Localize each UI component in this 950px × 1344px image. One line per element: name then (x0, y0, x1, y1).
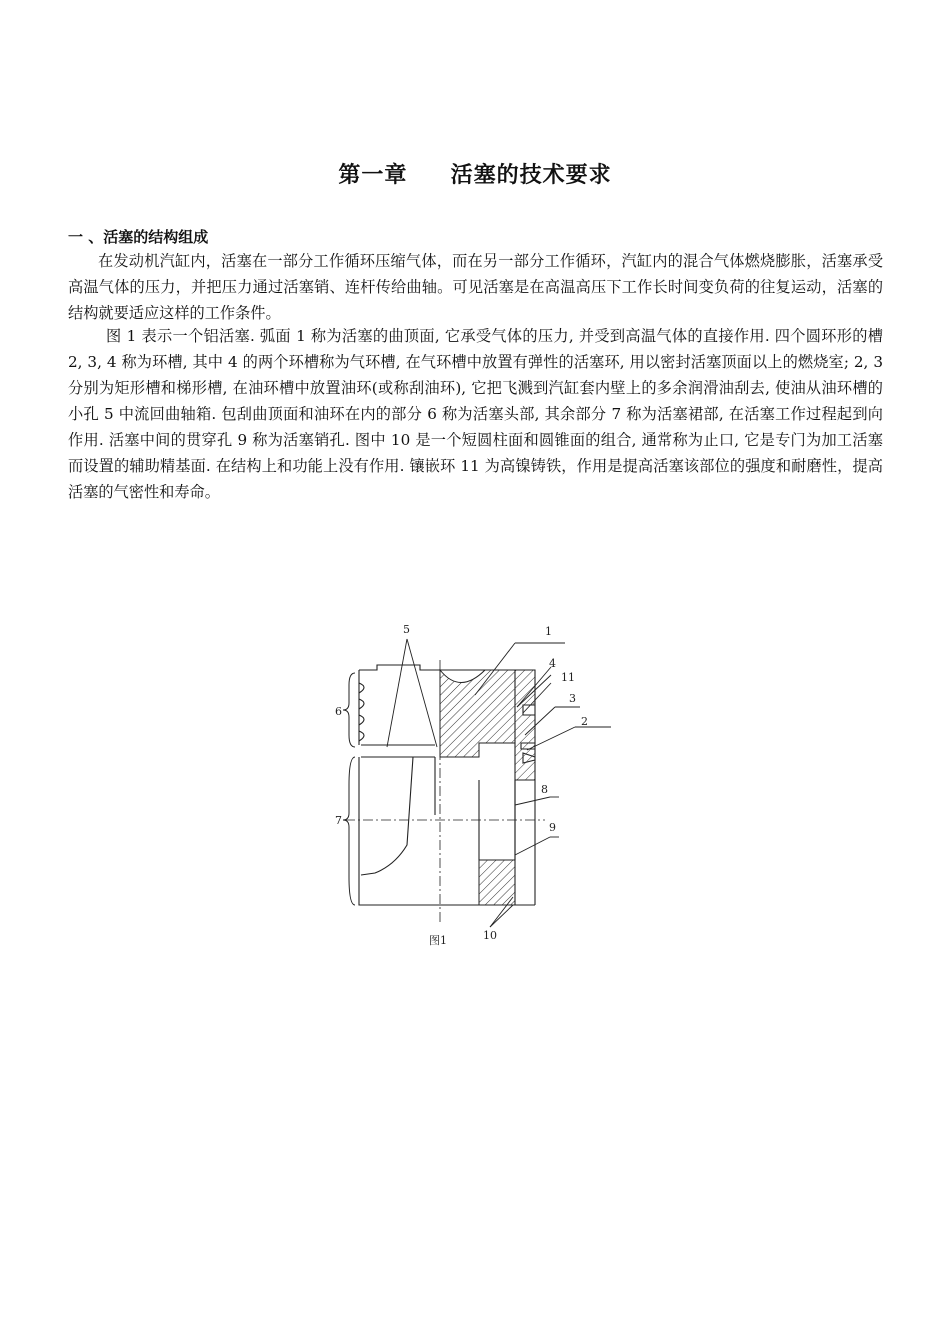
paragraph-intro: 在发动机汽缸内，活塞在一部分工作循环压缩气体，而在另一部分工作循环，汽缸内的混合气体燃烧膨胀，活塞承受高温气体的压力，并把压力通过活塞销、连杆传给曲轴。可见活塞是在高温高压下工作长时间变负荷的往复运动，活塞的结构就要适应这样的工作条件。 (68, 252, 883, 322)
piston-drawing (325, 615, 625, 955)
label-2: 2 (581, 715, 588, 728)
figure-caption: 图1 (429, 934, 447, 947)
label-9: 9 (549, 821, 556, 834)
label-3: 3 (569, 692, 576, 705)
piston-figure (325, 615, 625, 955)
section-heading: 一 、活塞的结构组成 (68, 228, 209, 246)
hatched-skirt-base (479, 860, 515, 905)
chapter-title: 第一章 活塞的技术要求 (338, 163, 612, 188)
label-5: 5 (403, 623, 410, 636)
label-8: 8 (541, 783, 548, 796)
paragraph-figure-description: 图 1 表示一个铝活塞. 弧面 1 称为活塞的曲顶面, 它承受气体的压力, 并受到高温气体的直接作用. 四个圆环形的槽 2, 3, 4 称为环槽, 其中 4 的两个环槽称为气环槽, 在气环槽中放置有弹性的活塞环, 用以密封活塞顶面以上的燃烧室; 2, 3 分别为矩形槽和梯形槽, 在油环槽中放置油环(或称刮油环), 它把飞溅到汽缸套内壁上的多余润滑油刮去, 使油从油环槽的小孔 5 中流回曲轴箱. 包刮曲顶面和油环在内的部分 6 称为活塞头部, 其余部分 7 称为活塞裙部, 在活塞工作过程起到向作用. 活塞中间的贯穿孔 9 称为活塞销孔. 图中 10 是一个短圆柱面和圆锥面的组合, 通常称为止口, 它是专门为加工活塞而设置的辅助精基面. 在结构上和功能上没有作用. 镶嵌环 11 为高镍铸铁，作用是提高活塞该部位的强度和耐磨性，提高活塞的气密性和寿命。 (68, 327, 883, 501)
brace-6 (343, 673, 355, 747)
brace-7 (343, 757, 355, 905)
label-10: 10 (483, 929, 497, 942)
hatched-crown (440, 670, 535, 780)
label-1: 1 (545, 625, 552, 638)
label-4: 4 (549, 657, 556, 670)
label-7: 7 (335, 814, 342, 827)
label-6: 6 (335, 705, 342, 718)
label-11: 11 (561, 671, 575, 684)
